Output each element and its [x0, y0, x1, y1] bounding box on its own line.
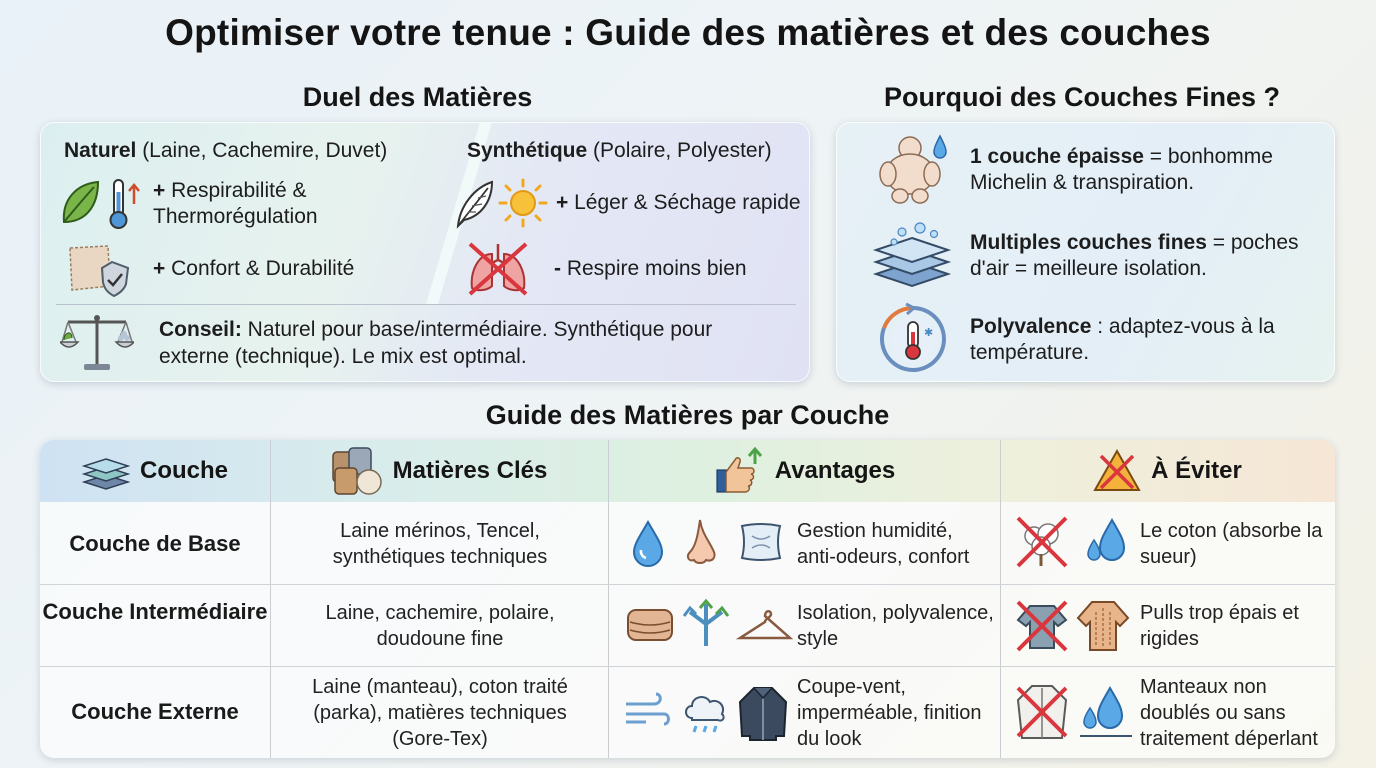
- thermometer-cycle-icon: [876, 302, 950, 376]
- col-divider: [608, 440, 609, 758]
- pillow-icon: [738, 520, 784, 564]
- leaf-icon: [58, 178, 102, 228]
- split-arrows-icon: [680, 598, 732, 650]
- row-base-materials: Laine mérinos, Tencel, synthétiques techniques: [332, 520, 548, 568]
- synthetic-pro: + Léger & Séchage rapide: [556, 191, 801, 214]
- row-label-base: Couche de Base: [69, 531, 241, 556]
- col-divider: [270, 440, 271, 758]
- feather-icon: [452, 178, 496, 230]
- warning-icon: [1093, 448, 1141, 494]
- duel-card: [40, 122, 810, 382]
- fabric-swatches-icon: [331, 446, 383, 496]
- duel-divider: [56, 304, 796, 305]
- balance-scale-icon: [60, 310, 134, 374]
- header-layer: Couche: [40, 440, 270, 502]
- rain-cloud-icon: [680, 688, 730, 738]
- water-drop-icon: [630, 518, 666, 568]
- natural-pro-1: + Respirabilité & Thermorégulation: [153, 179, 318, 228]
- row-outer-materials: Laine (manteau), coton traité (parka), matières techniques (Gore-Tex): [312, 676, 568, 750]
- natural-heading: Naturel (Laine, Cachemire, Duvet): [64, 139, 388, 162]
- sun-icon: [498, 178, 548, 228]
- folded-sweater-icon: [624, 602, 676, 646]
- page-title: Optimiser votre tenue : Guide des matières et des couches: [165, 12, 1211, 53]
- why-item-3: Polyvalence : adaptez-vous à la température.: [970, 315, 1275, 364]
- row-outer-advantages: Coupe-vent, imperméable, finition du look: [797, 676, 982, 750]
- header-materials: Matières Clés: [270, 440, 608, 502]
- why-item-2: Multiples couches fines = poches d'air = meilleure isolation.: [970, 231, 1299, 280]
- layers-icon: [82, 449, 130, 493]
- why-title: Pourquoi des Couches Fines ?: [883, 82, 1281, 112]
- nose-icon: [682, 516, 722, 568]
- guide-title: Guide des Matières par Couche: [485, 400, 890, 430]
- row-label-mid: Couche Intermédiaire: [42, 599, 268, 624]
- coat-crossed-icon: [1014, 682, 1070, 742]
- synthetic-con: - Respire moins bien: [554, 257, 747, 280]
- header-advantages: Avantages: [608, 440, 1000, 502]
- duel-tip: Conseil: Naturel pour base/intermédiaire. Synthétique pour externe (technique). Le mix est optimal.: [159, 318, 713, 368]
- guide-table: [40, 440, 1335, 758]
- puffy-person-sweat-icon: [876, 130, 952, 206]
- synthetic-heading: Synthétique (Polaire, Polyester): [467, 139, 772, 162]
- duel-title: Duel des Matières: [302, 82, 533, 112]
- sweater-crossed-icon: [1014, 598, 1070, 654]
- row-outer-avoid: Manteaux non doublés ou sans traitement déperlant: [1140, 676, 1318, 750]
- thermometer-up-icon: [106, 176, 142, 232]
- water-repellent-icon: [1080, 684, 1132, 742]
- wind-icon: [624, 692, 670, 732]
- stacked-layers-icon: [872, 220, 952, 290]
- why-card: [836, 122, 1335, 382]
- natural-pro-2: + Confort & Durabilité: [153, 257, 355, 280]
- row-mid-materials: Laine, cachemire, polaire, doudoune fine: [325, 602, 555, 650]
- row-mid-advantages: Isolation, polyvalence, style: [797, 602, 994, 650]
- row-mid-avoid: Pulls trop épais et rigides: [1140, 602, 1299, 650]
- col-divider: [1000, 440, 1001, 758]
- header-avoid: À Éviter: [1000, 440, 1335, 502]
- row-label-outer: Couche Externe: [71, 699, 239, 724]
- row-divider: [40, 584, 1335, 585]
- thumbs-up-arrow-icon: [713, 446, 765, 496]
- row-base-advantages: Gestion humidité, anti-odeurs, confort: [797, 520, 970, 568]
- why-item-1: 1 couche épaisse = bonhomme Michelin & transpiration.: [970, 145, 1273, 194]
- sweat-drops-icon: [1084, 516, 1130, 568]
- hanger-icon: [736, 604, 794, 644]
- row-base-avoid: Le coton (absorbe la sueur): [1140, 520, 1323, 568]
- row-divider: [40, 666, 1335, 667]
- chunky-sweater-icon: [1074, 596, 1132, 654]
- cotton-crossed-icon: [1014, 514, 1070, 570]
- fabric-shield-icon: [64, 240, 134, 298]
- crossed-lungs-icon: [464, 238, 536, 298]
- svg-text:✱: ✱: [924, 326, 934, 339]
- jacket-icon: [736, 684, 790, 742]
